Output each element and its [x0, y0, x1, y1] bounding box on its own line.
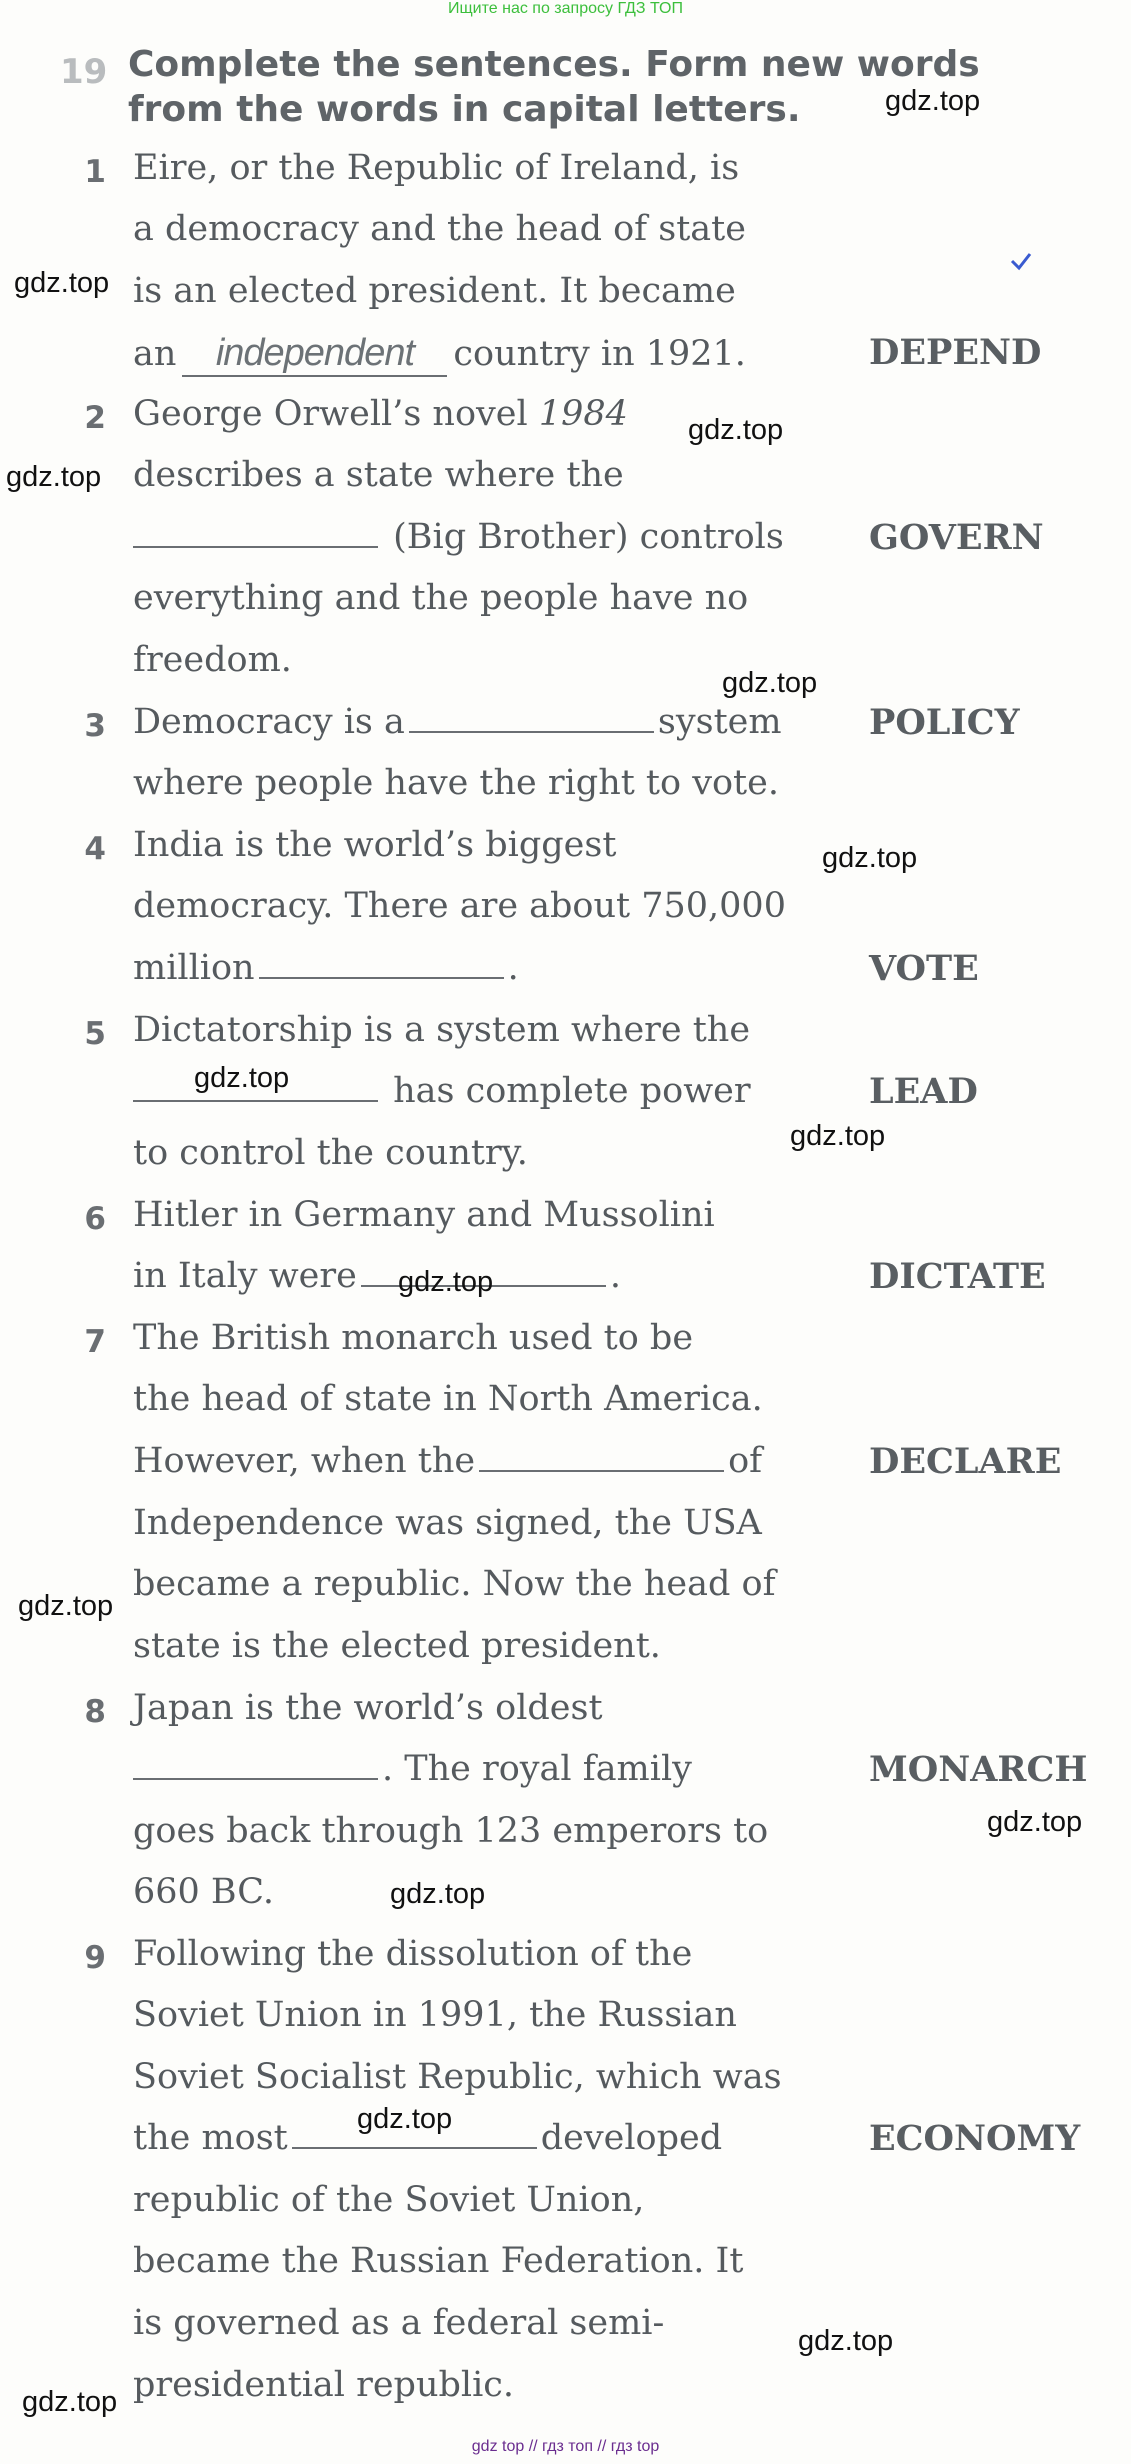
item-text-line: is an elected president. It became — [133, 271, 736, 311]
item-text-line — [133, 332, 746, 377]
blue-mark-icon — [1010, 250, 1032, 272]
item-text-line: state is the elected president. — [133, 1626, 661, 1666]
item-text-line: became a republic. Now the head of — [133, 1564, 776, 1604]
answer-blank[interactable] — [133, 1752, 378, 1780]
watermark: gdz.top — [194, 1062, 290, 1094]
item-number: 6 — [84, 1201, 106, 1237]
item-text-line: Independence was signed, the USA — [133, 1503, 762, 1543]
watermark: gdz.top — [798, 2325, 894, 2357]
item-text-line: everything and the people have no — [133, 578, 749, 618]
answer-blank[interactable] — [133, 520, 378, 548]
item-text-line — [133, 1441, 762, 1481]
capital-word: ECONOMY — [869, 2118, 1081, 2159]
answer-blank-filled[interactable] — [182, 332, 447, 377]
item-text: Democracy is a — [133, 702, 405, 742]
item-text-line: Hitler in Germany and Mussolini — [133, 1195, 715, 1235]
capital-word: VOTE — [869, 948, 979, 989]
capital-word: DICTATE — [869, 1256, 1046, 1297]
item-text: . — [609, 1256, 621, 1296]
watermark: gdz.top — [885, 85, 981, 117]
watermark: gdz.top — [18, 1590, 114, 1622]
item-number: 5 — [84, 1016, 106, 1052]
top-banner-link[interactable]: Ищите нас по запросу ГДЗ ТОП — [448, 0, 683, 17]
item-text: an — [133, 334, 177, 374]
novel-title: 1984 — [538, 394, 628, 434]
watermark: gdz.top — [22, 2386, 118, 2418]
item-text: developed — [540, 2118, 723, 2158]
item-number: 4 — [84, 831, 106, 867]
item-text-line — [133, 394, 628, 434]
watermark: gdz.top — [357, 2103, 453, 2135]
item-text-line: Eire, or the Republic of Ireland, is — [133, 148, 740, 188]
item-number: 2 — [84, 400, 106, 436]
item-text-line — [133, 1749, 692, 1789]
item-text: However, when the — [133, 1441, 476, 1481]
item-text-line — [133, 948, 519, 988]
item-text-line: Soviet Socialist Republic, which was — [133, 2057, 782, 2097]
item-text-line — [133, 517, 784, 557]
answer-blank[interactable] — [479, 1444, 724, 1472]
item-text-line: became the Russian Federation. It — [133, 2241, 744, 2281]
item-text-line: freedom. — [133, 640, 292, 680]
item-text: has complete power — [393, 1071, 751, 1111]
item-text-line: Dictatorship is a system where the — [133, 1010, 751, 1050]
instruction-line-2: from the words in capital letters. — [128, 89, 801, 130]
item-text-line: describes a state where the — [133, 455, 624, 495]
item-text-line: goes back through 123 emperors to — [133, 1811, 769, 1851]
item-number: 7 — [84, 1324, 106, 1360]
watermark: gdz.top — [722, 667, 818, 699]
watermark: gdz.top — [6, 461, 102, 493]
footer-links[interactable]: gdz top // гдз топ // гдз top — [471, 2438, 660, 2455]
watermark: gdz.top — [390, 1878, 486, 1910]
watermark: gdz.top — [398, 1266, 494, 1298]
item-text: country in 1921. — [453, 334, 746, 374]
item-text-line: is governed as a federal semi- — [133, 2303, 665, 2343]
handwritten-answer: independent — [215, 332, 415, 374]
item-text: of — [728, 1441, 763, 1481]
item-text: (Big Brother) controls — [393, 517, 784, 557]
capital-word: MONARCH — [869, 1749, 1088, 1790]
exercise-number: 19 — [60, 52, 108, 92]
capital-word: DECLARE — [869, 1441, 1062, 1482]
capital-word: LEAD — [869, 1071, 978, 1112]
item-text-line: India is the world’s biggest — [133, 825, 617, 865]
item-number: 8 — [84, 1694, 106, 1730]
item-text: system — [657, 702, 782, 742]
watermark: gdz.top — [14, 267, 110, 299]
item-text-line: Following the dissolution of the — [133, 1934, 693, 1974]
item-text: million — [133, 948, 255, 988]
instruction-line-1: Complete the sentences. Form new words — [128, 44, 980, 85]
item-text-line: 660 BC. — [133, 1872, 274, 1912]
item-text-line: where people have the right to vote. — [133, 763, 779, 803]
item-text: . — [507, 948, 519, 988]
capital-word: GOVERN — [869, 517, 1044, 558]
item-text-line: republic of the Soviet Union, — [133, 2180, 645, 2220]
item-text-line — [133, 702, 782, 742]
item-text-line: the head of state in North America. — [133, 1379, 763, 1419]
item-text-line: Japan is the world’s oldest — [133, 1688, 603, 1728]
item-text: George Orwell’s novel — [133, 394, 528, 434]
item-number: 1 — [84, 154, 106, 190]
watermark: gdz.top — [688, 414, 784, 446]
item-number: 3 — [84, 708, 106, 744]
watermark: gdz.top — [822, 842, 918, 874]
item-text: the most — [133, 2118, 288, 2158]
item-text-line: presidential republic. — [133, 2365, 515, 2405]
answer-blank[interactable] — [409, 705, 654, 733]
watermark: gdz.top — [790, 1120, 886, 1152]
item-text-line: democracy. There are about 750,000 — [133, 886, 786, 926]
item-text-line: a democracy and the head of state — [133, 209, 746, 249]
item-number: 9 — [84, 1940, 106, 1976]
item-text-line: The British monarch used to be — [133, 1318, 694, 1358]
item-text: . The royal family — [382, 1749, 692, 1789]
capital-word: DEPEND — [869, 332, 1042, 373]
capital-word: POLICY — [869, 702, 1020, 743]
item-text-line — [133, 1256, 621, 1296]
item-text-line: to control the country. — [133, 1133, 528, 1173]
item-text-line: Soviet Union in 1991, the Russian — [133, 1995, 737, 2035]
watermark: gdz.top — [987, 1806, 1083, 1838]
answer-blank[interactable] — [259, 951, 504, 979]
item-text: in Italy were — [133, 1256, 357, 1296]
